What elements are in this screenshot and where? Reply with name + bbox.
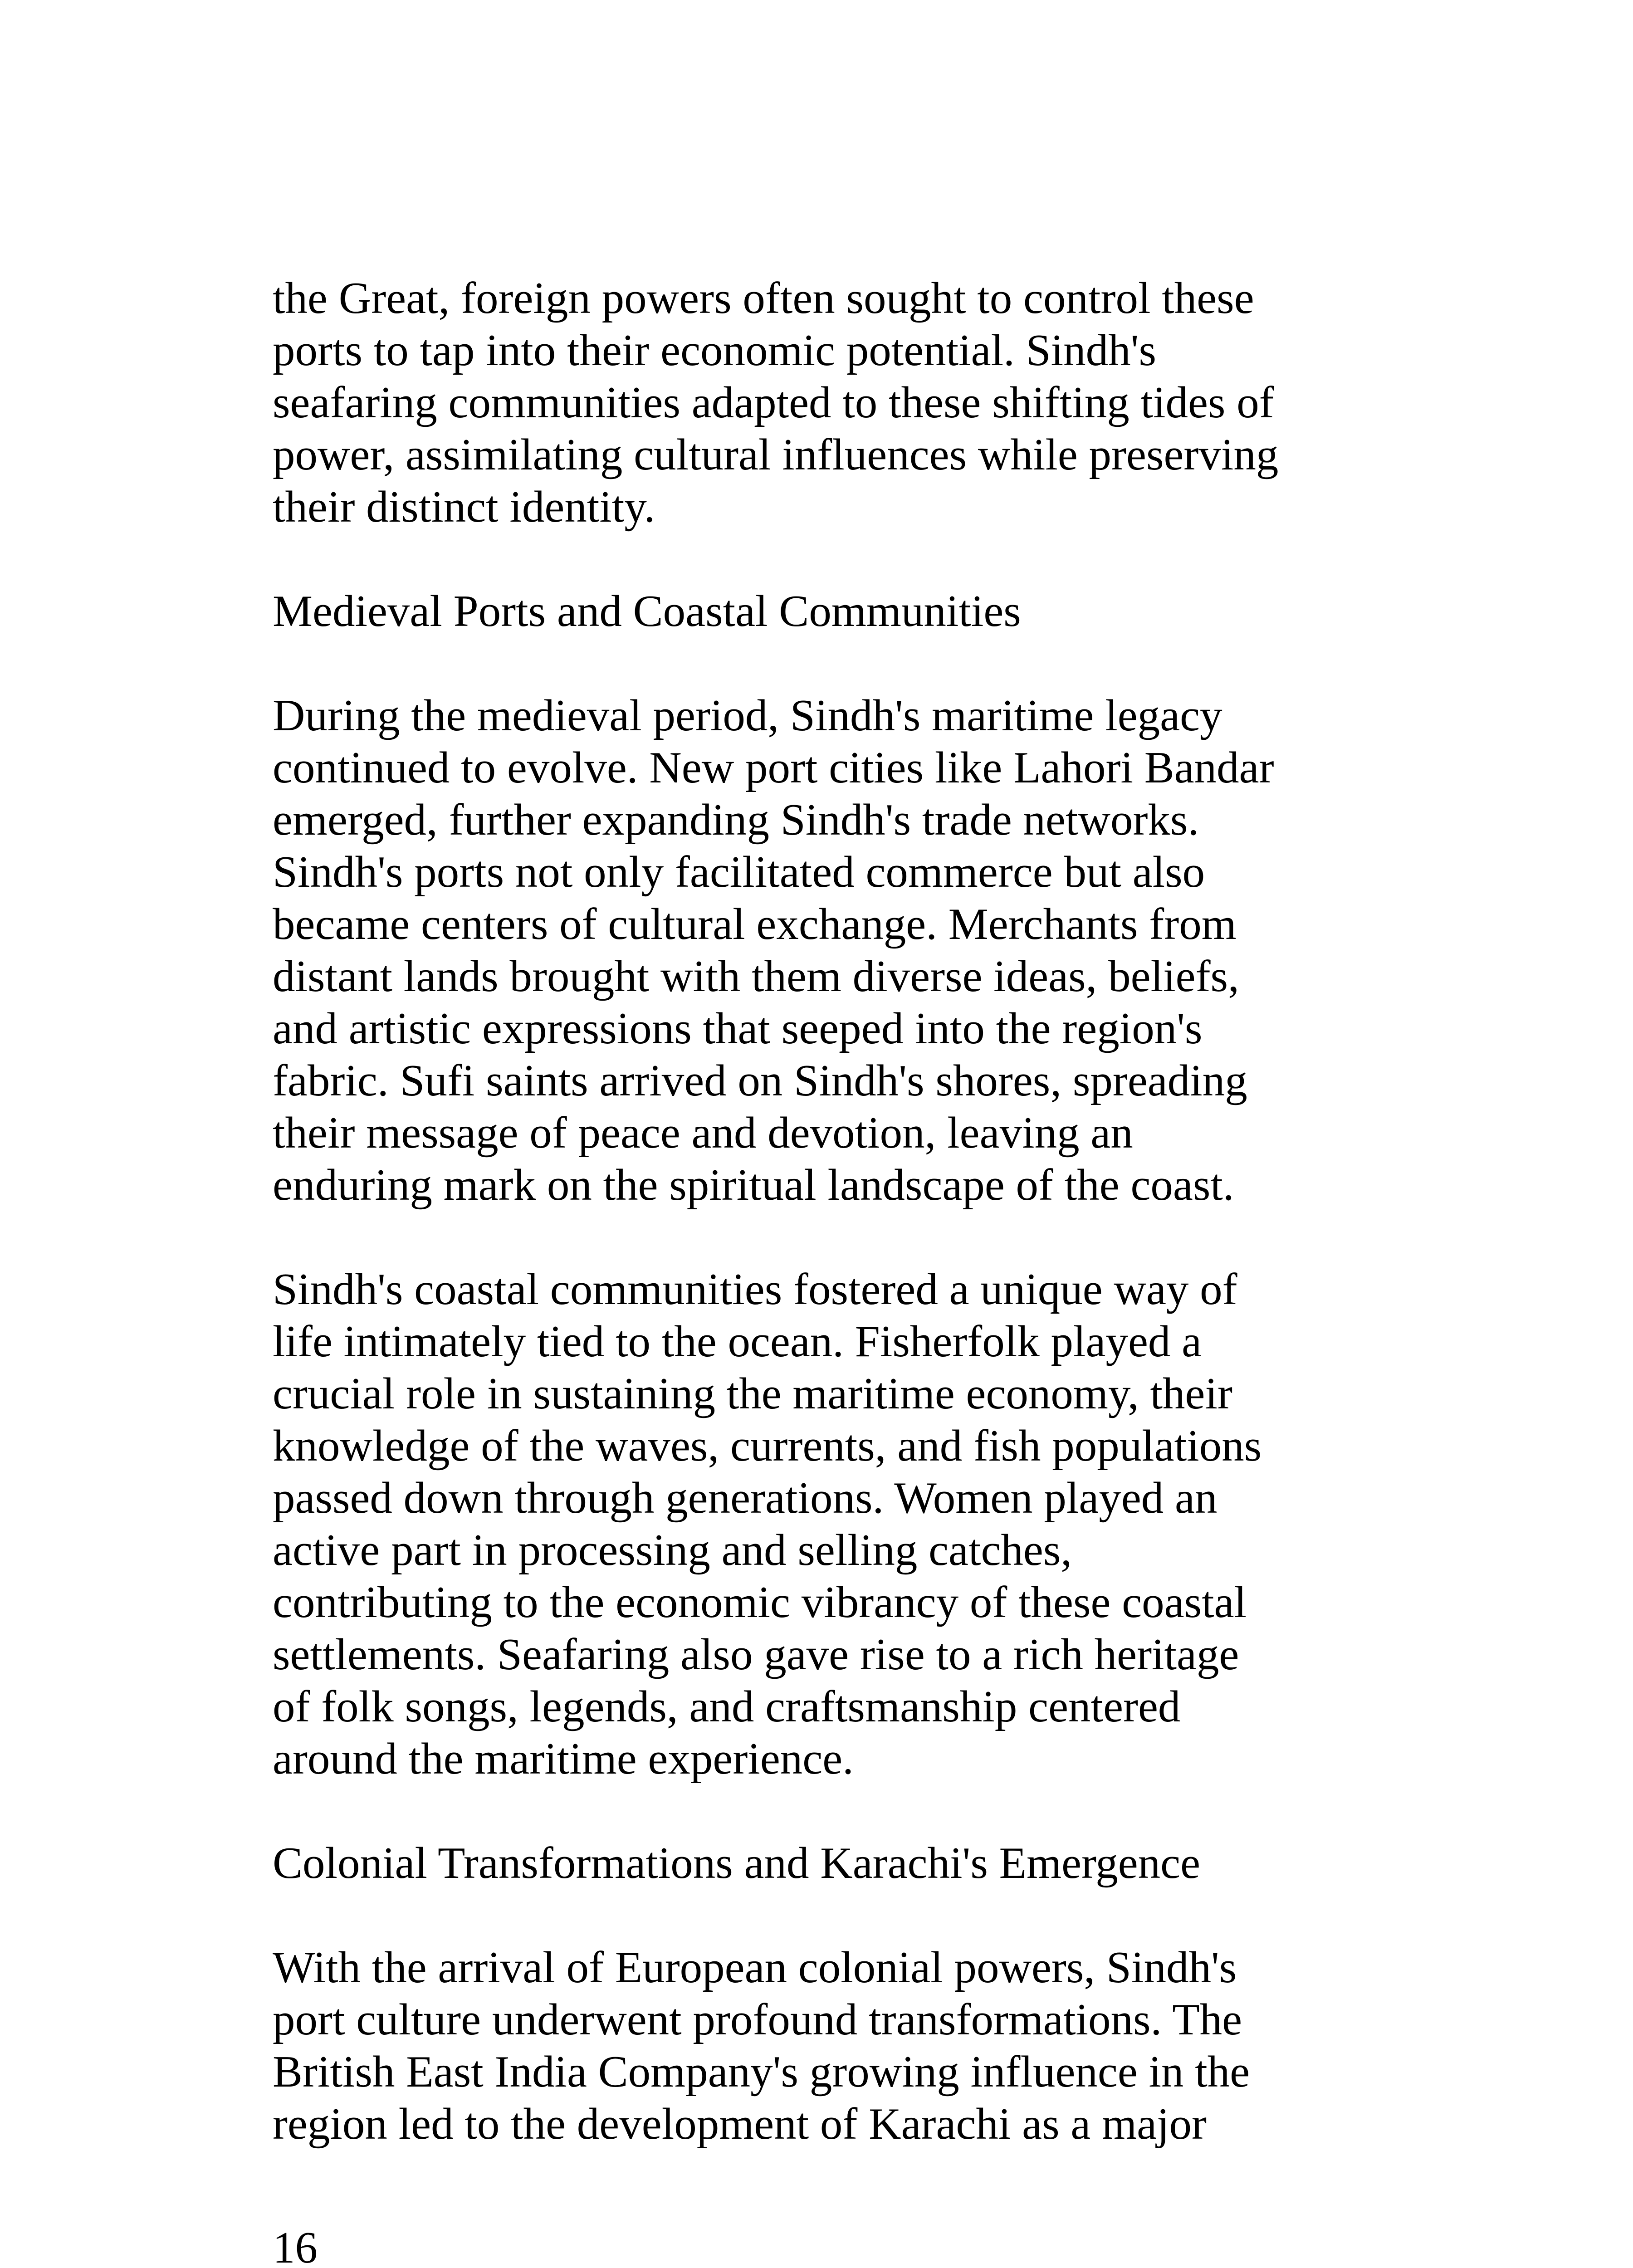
paragraph-coastal-communities: Sindh's coastal communities fostered a unique way of life intimately tied to the ocean. Fisherfolk played a crucial role in sustaining the maritime economy, their knowledge of the waves, currents, and fish populations passed down through generations. Women played an active part in processing and selling catches, contributing to the economic vibrancy of these coastal settlements. Seafaring also gave rise to a rich heritage of folk songs, legends, and craftsmanship centered around the maritime experience.	[273, 1265, 1262, 1784]
page-number: 16	[273, 2223, 318, 2268]
paragraph-colonial-arrival: With the arrival of European colonial powers, Sindh's port culture underwent profound transformations. The British East India Company's growing influence in the region led to the development of Karachi as a major	[273, 1943, 1250, 2149]
body-text	[273, 272, 1325, 2202]
paragraph-intro-continued: the Great, foreign powers often sought to control these ports to tap into their economic potential. Sindh's seafaring communities adapted to these shifting tides of power, assimilating cultural influences while preserving their distinct identity.	[273, 274, 1279, 532]
section-heading-colonial-transformations: Colonial Transformations and Karachi's Emergence	[273, 1838, 1201, 1888]
paragraph-medieval-period: During the medieval period, Sindh's maritime legacy continued to evolve. New port cities like Lahori Bandar emerged, further expanding Sindh's trade networks. Sindh's ports not only facilitated commerce but also became centers of cultural exchange. Merchants from distant lands brought with them diverse ideas, beliefs, and artistic expressions that seeped into the region's fabric. Sufi saints arrived on Sindh's shores, spreading their message of peace and devotion, leaving an enduring mark on the spiritual landscape of the coast.	[273, 691, 1274, 1210]
section-heading-medieval-ports: Medieval Ports and Coastal Communities	[273, 587, 1021, 636]
